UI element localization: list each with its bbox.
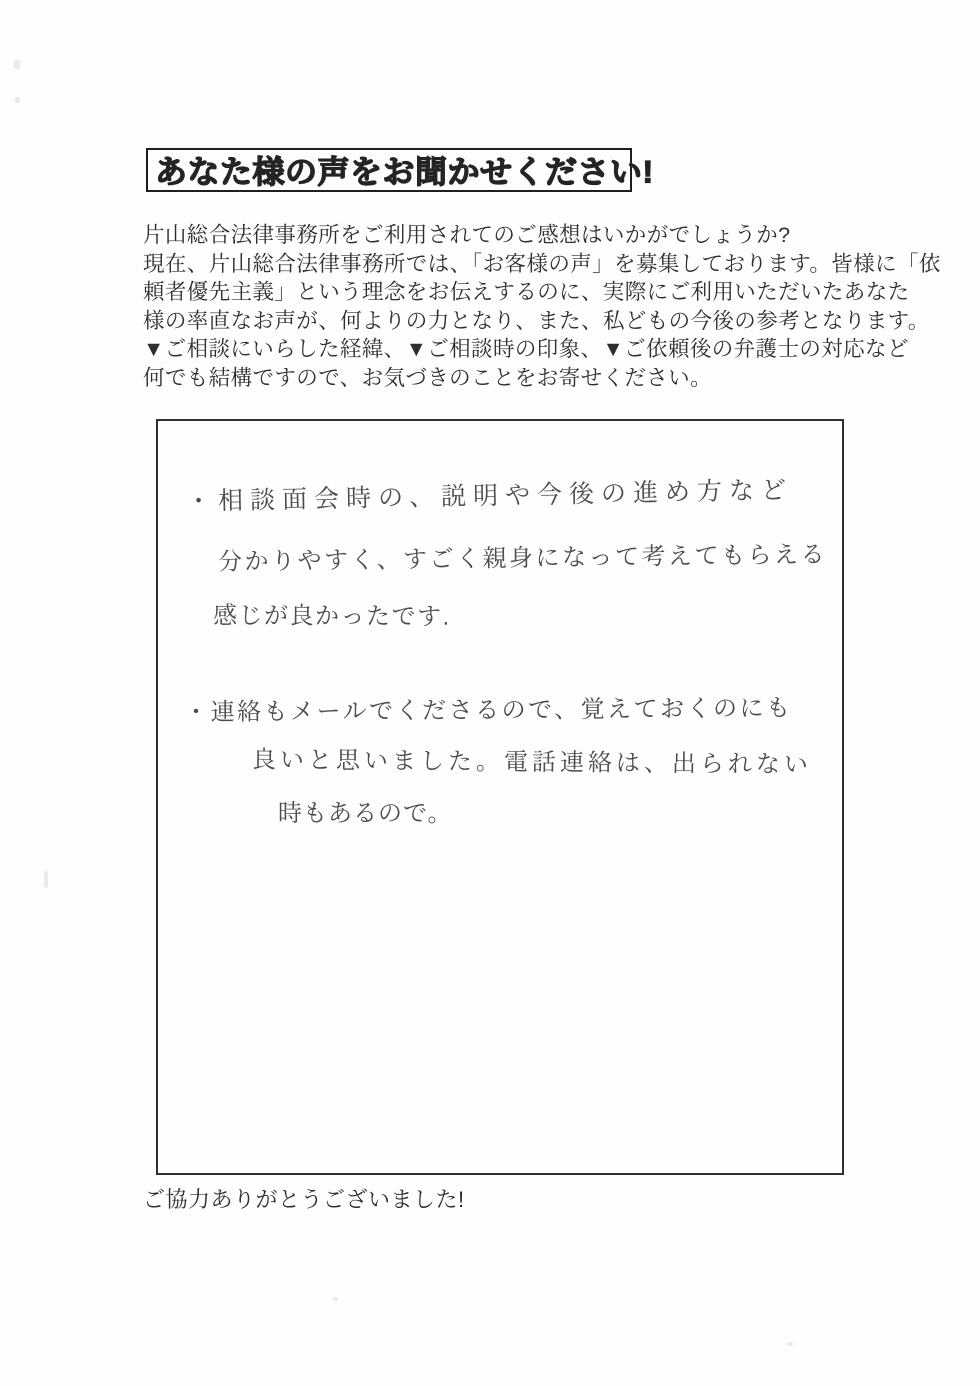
intro-line: 様の率直なお声が、何よりの力となり、また、私どもの今後の参考となります。 <box>143 308 930 333</box>
page-title: あなた様の声をお聞かせください! <box>155 154 654 190</box>
scan-speck <box>15 97 20 103</box>
handwritten-line: ・連絡もメールでくださるので、覚えておくのにも <box>183 694 793 727</box>
scan-speck <box>14 60 20 69</box>
handwritten-line: 感じが良かったです. <box>212 602 451 631</box>
scan-speck <box>787 1342 793 1346</box>
handwritten-line: ・相談面会時の、説明や今後の進め方など <box>185 476 794 516</box>
intro-line: 頼者優先主義」という理念をお伝えするのに、実際にご利用いただいたあなた <box>143 280 910 304</box>
comment-response-box <box>156 419 844 1175</box>
handwritten-line: 良いと思いました。電話連絡は、出られない <box>251 746 813 779</box>
intro-paragraph <box>143 221 941 392</box>
intro-line: 何でも結構ですので、お気づきのことをお寄せください。 <box>143 365 712 390</box>
handwritten-line: 分かりやすく、すごく親身になって考えてもらえる <box>217 541 828 576</box>
title-banner <box>146 148 654 192</box>
intro-line: 片山総合法律事務所をご利用されてのご感想はいかがでしょうか? <box>143 223 791 247</box>
intro-line: ▼ご相談にいらした経緯、▼ご相談時の印象、▼ご依頼後の弁護士の対応など <box>143 337 909 361</box>
handwritten-line: 時もあるので。 <box>278 800 453 827</box>
scan-speck <box>44 871 48 888</box>
scan-speck <box>333 1297 338 1301</box>
intro-line: 現在、片山総合法律事務所では、「お客様の声」を募集しております。皆様に「依 <box>143 251 941 276</box>
footer-thanks: ご協力ありがとうございました! <box>143 1187 465 1212</box>
